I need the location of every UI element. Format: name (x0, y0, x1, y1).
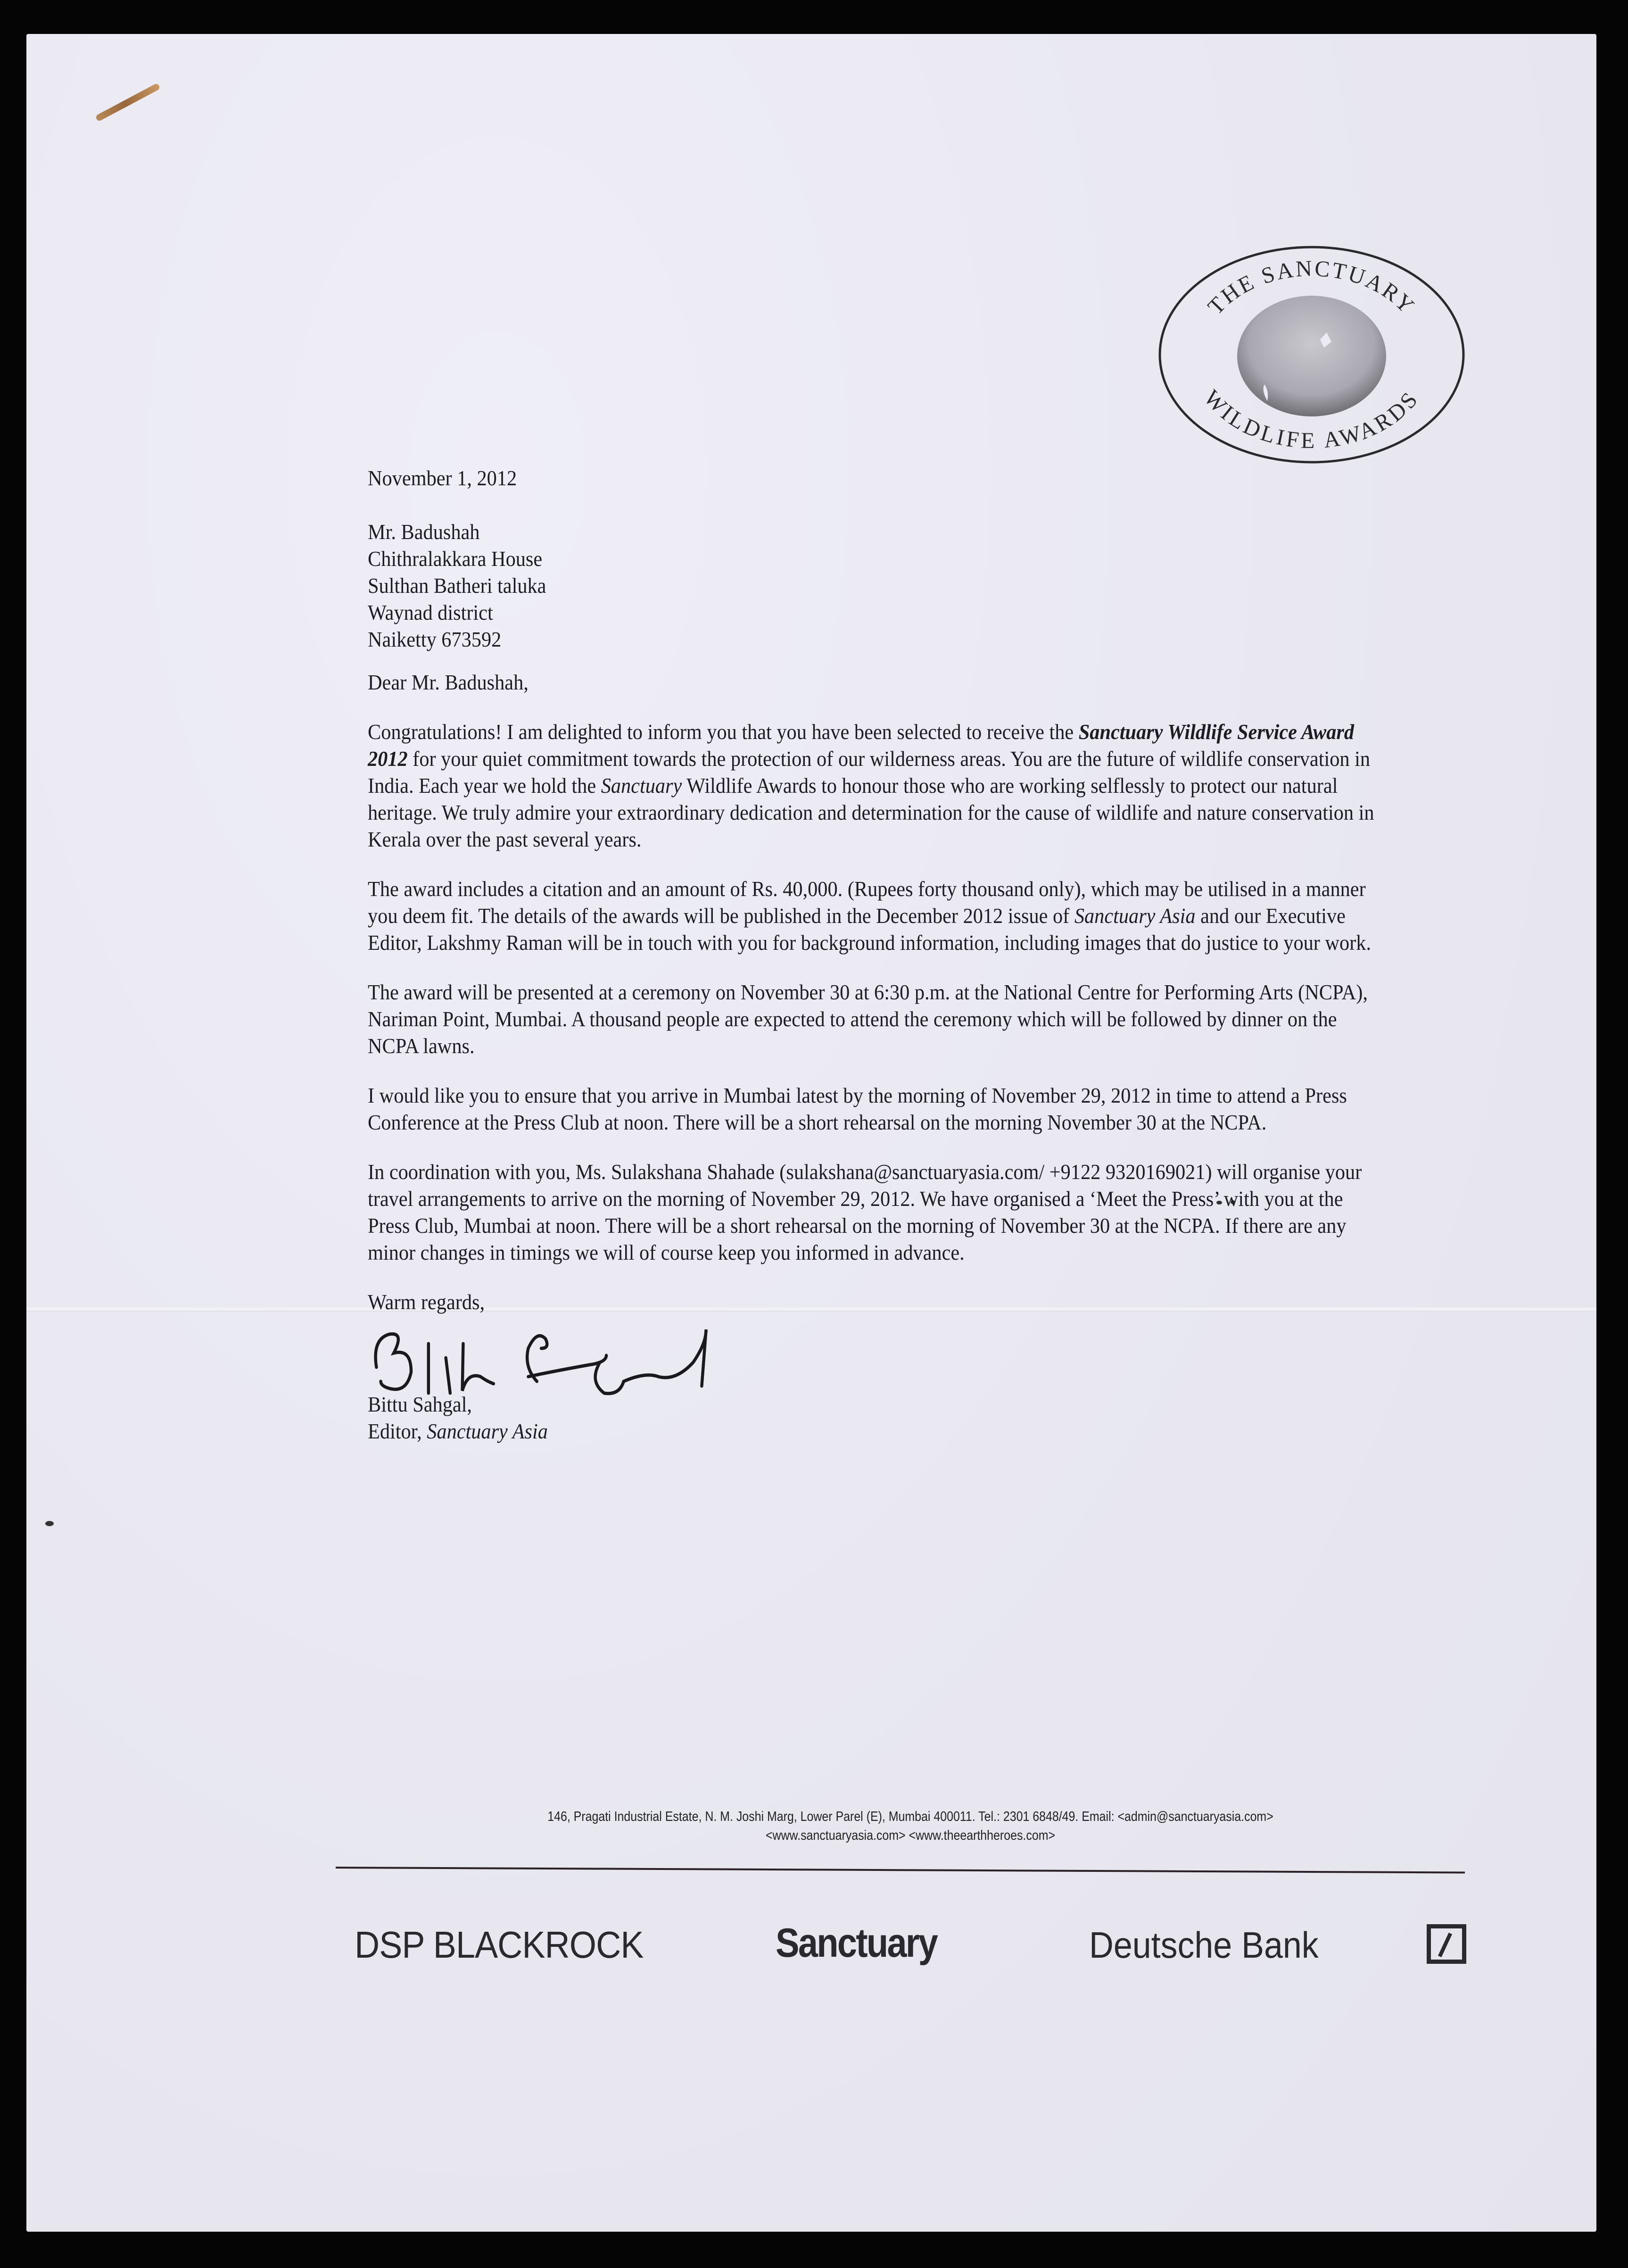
paragraph-award-details (368, 875, 1379, 956)
text-segment: The award includes a citation and an amount of Rs. 40,000. (Rupees forty thousand only), which may be utilised in a manner you deem fit. The details of the awards will be published in the December 2012 issue of (368, 877, 1366, 928)
letter-body (368, 465, 1379, 1445)
signatory-title (368, 1418, 1379, 1445)
dust-speck (45, 1521, 54, 1526)
text-segment: The award will be presented at a ceremony on November 30 at 6:30 p.m. at the National Centre for Performing Arts (NCPA), Nariman Point, Mumbai. A thousand people are expected to attend the ceremony which will be followed by dinner on the NCPA lawns. (368, 980, 1368, 1058)
footer-web-line: <www.sanctuaryasia.com> <www.theearthheroes.com> (765, 1828, 1056, 1843)
sponsor-logos (349, 1915, 1480, 1967)
salutation: Dear Mr. Badushah, (368, 670, 529, 694)
seal-logo-icon (1156, 243, 1467, 467)
recipient-address (368, 518, 1379, 653)
text-segment: for your quiet commitment towards the protection of our wilderness areas. You are the future of wildlife conservation in India. Each year we hold the (368, 747, 1371, 798)
award-name: Sanctuary Wildlife Service Award 2012 (368, 720, 1355, 771)
text-segment: I would like you to ensure that you arrive in Mumbai latest by the morning of November 29, 2012 in time to attend a Press Conference at the Press Club at noon. There will be a short rehearsal on the morning November 30 at the NCPA. (368, 1083, 1347, 1134)
text-segment: In coordination with you, Ms. Sulakshana Shahade (sulakshana@sanctuaryasia.com/ +9122 9320169021) will organise your travel arrangements to arrive on the morning of November 29, 2012. We have organised a ‘Meet the Press’ with you at the Press Club, Mumbai at noon. There will be a short rehearsal on the morning of November 30 at the NCPA. If there are any minor changes in timings we will of course keep you informed in advance. (368, 1160, 1362, 1264)
text-segment: Congratulations! I am delighted to inform you that you have been selected to receive the (368, 720, 1079, 744)
sanctuary-italic: Sanctuary (601, 773, 682, 798)
publication-name: Sanctuary Asia (1074, 904, 1196, 928)
sanctuary-wildlife-awards-seal (1156, 243, 1467, 467)
paragraph-congratulations (368, 718, 1379, 853)
seal-bottom-text: WILDLIFE AWARDS (1199, 385, 1424, 454)
address-line: Sulthan Batheri taluka (368, 573, 546, 598)
address-line: Chithralakkara House (368, 547, 543, 571)
deutsche-bank-slash-icon (1427, 1924, 1466, 1964)
footer-address-line: 146, Pragati Industrial Estate, N. M. Joshi Marg, Lower Parel (E), Mumbai 400011. Tel.: 2301 6848/49. Email: <admin@sanctuaryasia.com> (547, 1809, 1273, 1824)
address-line: Waynad district (368, 600, 493, 624)
text-segment: and our Executive Editor, Lakshmy Raman will be in touch with you for background information, including images that do justice to your work. (368, 904, 1372, 955)
paragraph-coordination (368, 1158, 1379, 1266)
paragraph-arrival (368, 1082, 1379, 1136)
seal-top-text: THE SANCTUARY (1203, 256, 1421, 320)
signatory-publication: Sanctuary Asia (427, 1419, 548, 1443)
sponsor-dsp-blackrock-logo: DSP BLACKROCK (355, 1924, 644, 1966)
rust-stain-mark (95, 83, 160, 122)
closing: Warm regards, (368, 1290, 485, 1314)
text-segment: Wildlife Awards to honour those who are working selflessly to protect our natural heritage. We truly admire your extraordinary dedication and determination for the cause of wildlife and nature conservation in Kerala over the past several years. (368, 773, 1374, 851)
address-line: Mr. Badushah (368, 520, 480, 544)
handwritten-signature (368, 1315, 1379, 1391)
letter-date: November 1, 2012 (368, 466, 517, 490)
sponsor-sanctuary-logo: Sanctuary (776, 1920, 937, 1966)
address-line: Naiketty 673592 (368, 627, 502, 651)
signature-icon (364, 1311, 797, 1405)
letterhead-footer (450, 1807, 1371, 1845)
signatory-name: Bittu Sahgal, (368, 1392, 472, 1416)
sponsor-deutsche-bank-logo: Deutsche Bank (1089, 1924, 1319, 1966)
paragraph-ceremony (368, 979, 1379, 1059)
signatory-role: Editor, (368, 1419, 427, 1443)
